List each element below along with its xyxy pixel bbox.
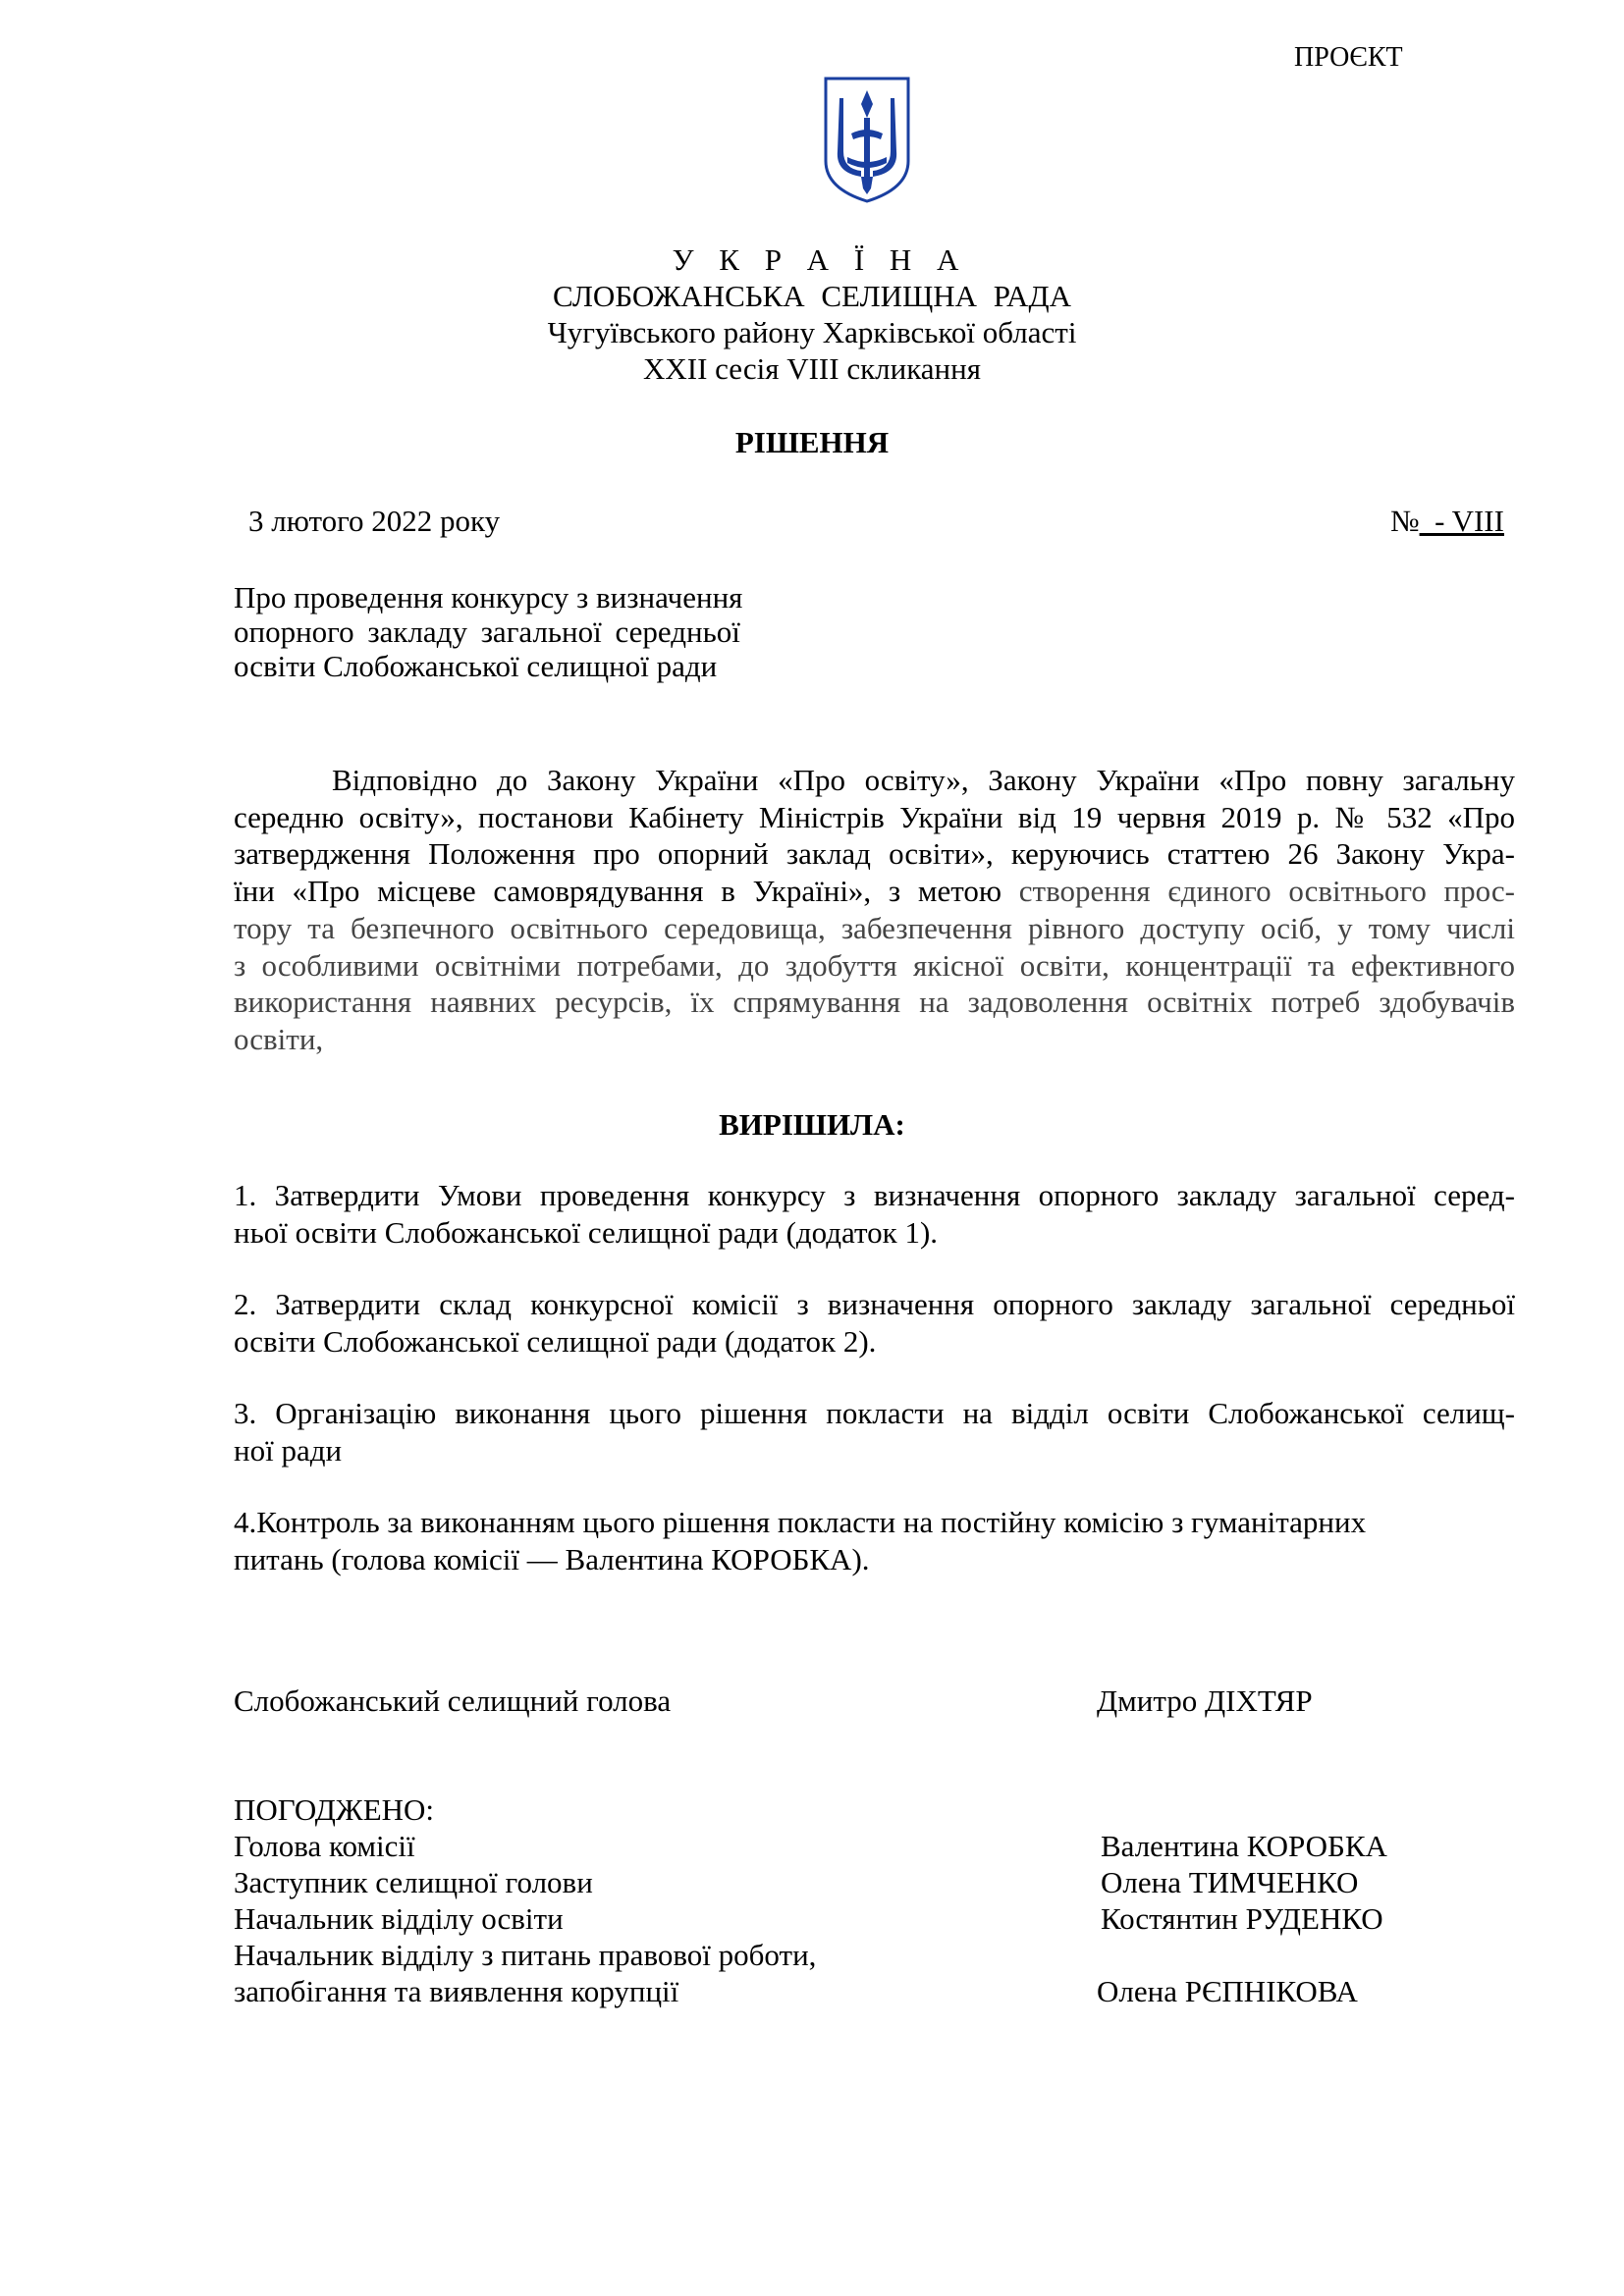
approver-role-continued: запобігання та виявлення корупції: [234, 1974, 679, 2008]
item-line: 4.Контроль за виконанням цього рішення покласти на постійну комісію з гуманітарних: [234, 1505, 1367, 1539]
preamble-line: тору та безпечного освітнього середовища, забезпечення рівного доступу осіб, у тому числі: [234, 910, 1515, 945]
header-district: Чугуївського району Харківської області: [547, 315, 1077, 349]
decision-number: [1390, 503, 1504, 539]
preamble-line-highlight: створення єдиного освітнього прос-: [1018, 874, 1515, 909]
decision-item: [234, 1504, 1515, 1577]
item-line: ної ради: [234, 1432, 343, 1468]
decision-item: [234, 1177, 1515, 1251]
approver-role: Начальник відділу з питань правової роботи,: [234, 1938, 817, 1972]
subject-line: освіти Слобожанської селищної ради: [234, 649, 718, 683]
subject-line: Про проведення конкурсу з визначення: [234, 580, 743, 614]
decision-item: [234, 1395, 1515, 1468]
item-line: 2. Затвердити склад конкурсної комісії з визначення опорного закладу загальної середньої: [234, 1287, 1515, 1321]
approver-name: Костянтин РУДЕНКО: [1101, 1901, 1383, 1936]
document-type-heading: РІШЕННЯ: [734, 425, 890, 459]
number-value: - VIII: [1419, 504, 1504, 538]
approver-name: Олена РЄПНІКОВА: [1097, 1974, 1358, 2008]
item-line: 3. Організацію виконання цього рішення покласти на відділ освіти Слобожанської селищ-: [234, 1396, 1515, 1430]
number-prefix: №: [1390, 504, 1420, 538]
item-line: питань (голова комісії — Валентина КОРОБКА).: [234, 1541, 870, 1576]
preamble-line-composite: [234, 873, 1515, 910]
item-line: освіти Слобожанської селищної ради (додаток 2).: [234, 1323, 877, 1359]
header-council: СЛОБОЖАНСЬКА СЕЛИЩНА РАДА: [553, 279, 1071, 313]
preamble-line: з особливими освітніми потребами, до здобуття якісної освіти, концентрації та ефективного: [234, 947, 1515, 983]
approver-role: Заступник селищної голови: [234, 1865, 593, 1899]
header-session: XXII сесія VIII скликання: [643, 351, 981, 386]
approver-name: Олена ТИМЧЕНКО: [1101, 1865, 1359, 1899]
signatory-name: Дмитро ДІХТЯР: [1097, 1683, 1313, 1718]
trident-coat-of-arms-icon: [822, 75, 912, 205]
approval-label: ПОГОДЖЕНО:: [234, 1792, 435, 1827]
header-country: У К Р А Ї Н А: [672, 242, 968, 277]
item-line: ньої освіти Слобожанської селищної ради (додаток 1).: [234, 1214, 939, 1250]
signatory-title: Слобожанський селищний голова: [234, 1683, 672, 1718]
item-line: 1. Затвердити Умови проведення конкурсу з визначення опорного закладу загальної серед-: [234, 1178, 1515, 1212]
approver-name: Валентина КОРОБКА: [1101, 1829, 1387, 1863]
preamble-line: їни «Про місцеве самоврядування в Україні», з метою: [234, 874, 1002, 909]
approver-role: Голова комісії: [234, 1829, 415, 1863]
preamble-line: використання наявних ресурсів, їх спрямування на задоволення освітніх потреб здобувачів: [234, 985, 1515, 1020]
resolved-heading: ВИРІШИЛА:: [719, 1107, 905, 1142]
preamble-paragraph: [234, 762, 1515, 1058]
preamble-line: Відповідно до Закону України «Про освіту», Закону України «Про повну загальну: [332, 763, 1515, 797]
subject-line: опорного закладу загальної середньої: [234, 614, 740, 649]
preamble-line: середню освіту», постанови Кабінету Міністрів України від 19 червня 2019 р. № 532 «Про: [234, 799, 1515, 834]
decision-item: [234, 1286, 1515, 1360]
approver-role: Начальник відділу освіти: [234, 1901, 564, 1936]
draft-label: ПРОЄКТ: [1294, 42, 1403, 73]
decision-subject: [234, 580, 823, 683]
decision-date: 3 лютого 2022 року: [248, 504, 501, 538]
preamble-line: затвердження Положення про опорний заклад освіти», керуючись статтею 26 Закону Укра-: [234, 836, 1515, 872]
preamble-line: освіти,: [234, 1021, 324, 1056]
